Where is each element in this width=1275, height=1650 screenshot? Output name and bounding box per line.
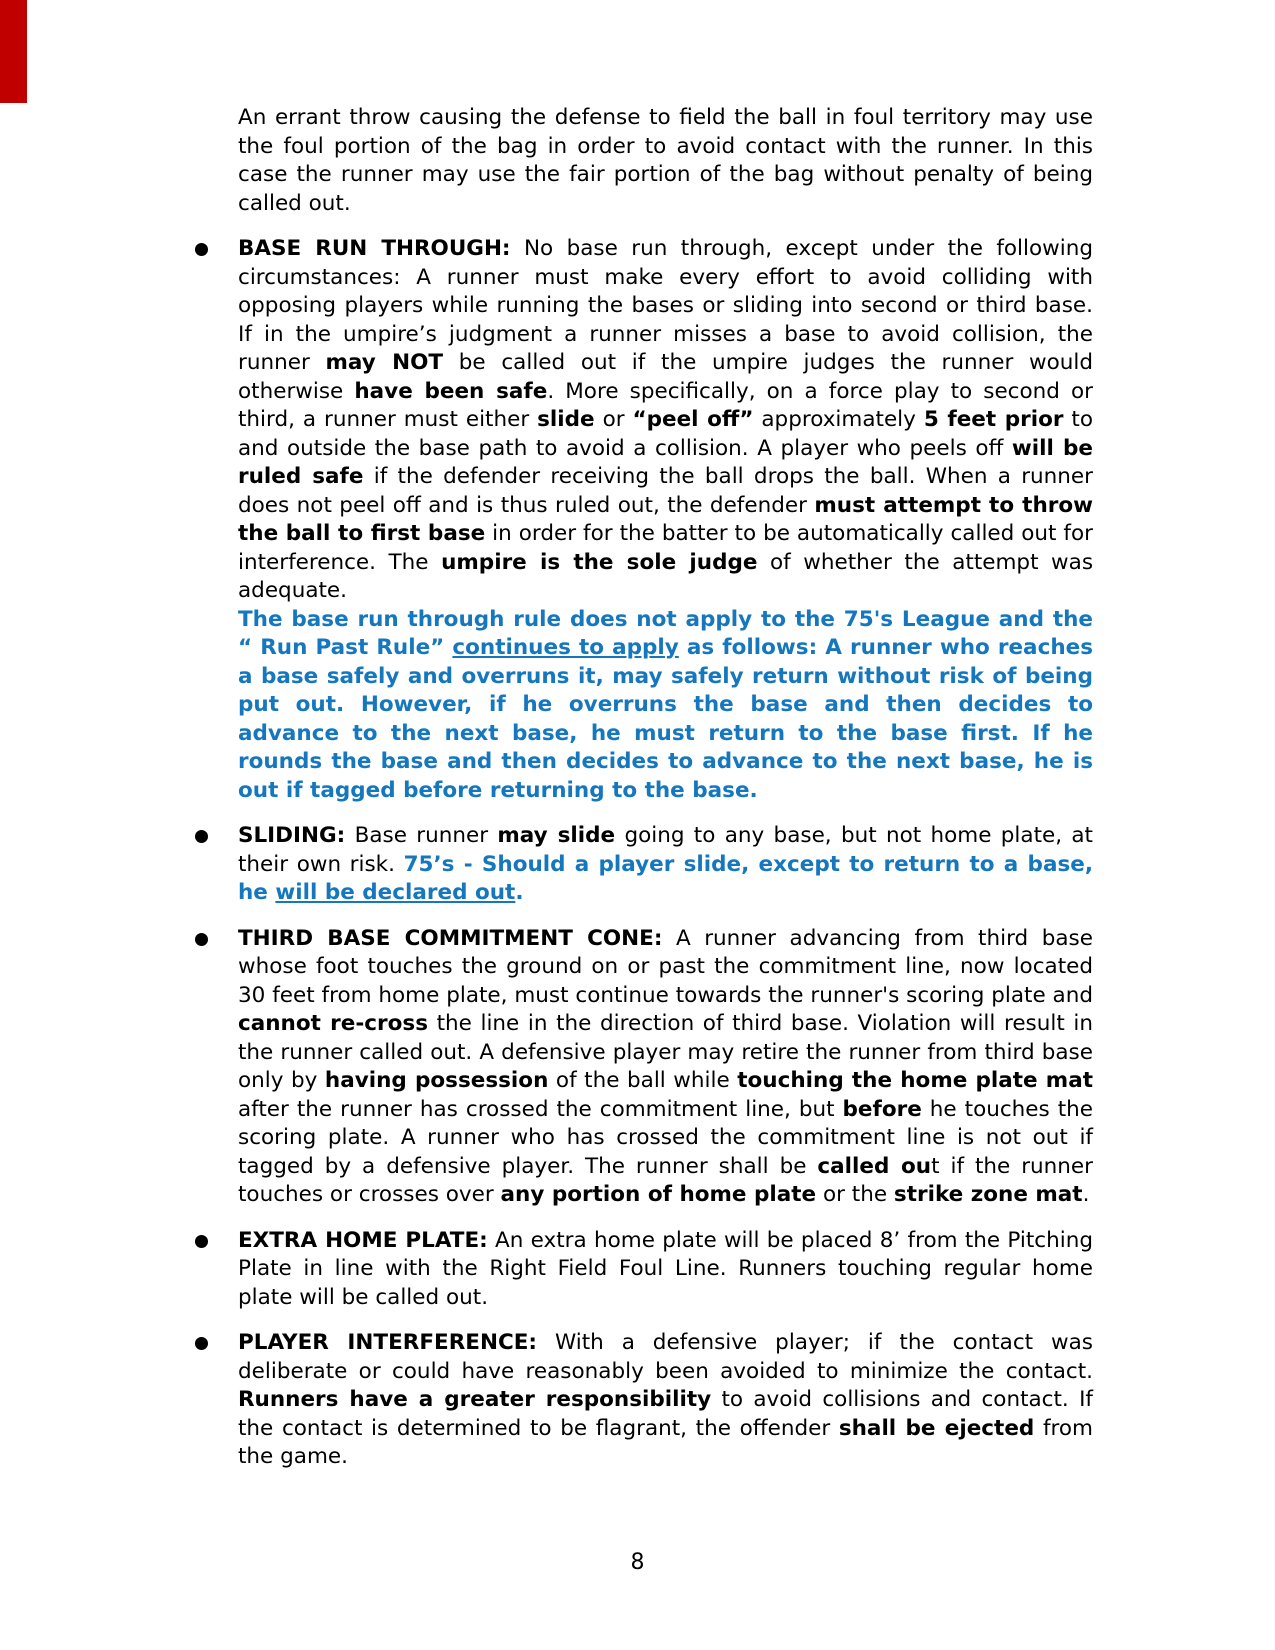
bullet-icon [195,243,208,256]
text-run: of whether the attempt was adequate. [238,549,1094,603]
bullet-icon [195,1337,208,1350]
text-run: to avoid collisions and contact. If the contact is determined to be flagrant, the offender [238,1387,1093,1441]
rule-paragraph [238,1329,1093,1472]
rule-item-extra-home-plate [238,1227,1093,1313]
text-run: in order for the batter to be automatically called out for interference. The [238,521,1093,575]
rules-list [238,235,1093,1472]
text-run: 5 feet prior [923,407,1064,432]
text-run: going to any base, but not home plate, at their own risk. [238,823,1093,877]
text-run: continues to apply [452,635,679,660]
text-run: . [1082,1182,1090,1207]
text-run: “peel off” [632,407,754,432]
text-run: may slide [497,823,616,848]
text-run: the line in the direction of third base. Violation will result in the runner called out. A defensive player may retire the runner from third base only by [238,1011,1093,1093]
rule-paragraph [238,606,1093,806]
intro-paragraph [238,104,1093,218]
text-run: PLAYER INTERFERENCE: [238,1330,538,1355]
document-body [238,104,1093,1489]
text-run: An errant throw causing the defense to field the ball in foul territory may use the foul portion of the bag in order to avoid contact with the runner. In this case the runner may use the fair portion of the bag without penalty of being called out. [238,105,1093,216]
page-number: 8 [630,1550,645,1575]
text-run: must attempt to throw the ball to first base [238,492,1094,546]
text-run: as follows: A runner who reaches a base safely and overruns it, may safely return without risk of being put out. However, if he overruns the base and then decides to advance to the next base, he must return to the base first. If he rounds the base and then decides to advance to the next base, he is out if tagged before returning to the base. [238,635,1094,803]
text-run: EXTRA HOME PLATE: [238,1227,488,1253]
rule-paragraph [238,925,1093,1210]
text-run: Runners have a greater responsibility [238,1387,712,1412]
text-run: if the defender receiving the ball drops the ball. When a runner does not peel off and is thus ruled out, the defender [238,464,1093,518]
text-run: from the game. [238,1415,1094,1469]
text-run: THIRD BASE COMMITMENT CONE: [238,925,663,951]
text-run: BASE RUN THROUGH: [238,236,511,261]
text-run: umpire is the sole judge [441,549,758,575]
text-run: cannot re-cross [238,1011,428,1036]
text-run: will be ruled safe [238,435,1093,489]
text-run: of the ball while [548,1068,738,1093]
text-run: have been safe [354,378,548,404]
text-run: An extra home plate will be placed 8’ from the Pitching Plate in line with the Right Field Foul Line. Runners touching regular home plate will be called out. [238,1227,1093,1310]
text-run: shall be ejected [838,1415,1035,1441]
bullet-icon [195,933,208,946]
text-run: any portion of home plate [500,1182,817,1207]
text-run: . More specifically, on a force play to second or third, a runner must either [238,378,1093,432]
text-run: or the [816,1182,894,1207]
rule-paragraph [238,235,1093,606]
rule-item-base-run-through [238,235,1093,805]
text-run: or [594,407,633,432]
text-run: t if the runner touches or crosses over [238,1153,1093,1207]
text-run: approximately [753,407,924,432]
text-run: he touches the scoring plate. A runner who has crossed the commitment line is not out if tagged by a defensive player. The runner shall be [238,1096,1093,1179]
text-run: having possession [324,1068,549,1093]
text-run: be called out if the umpire judges the runner would otherwise [238,350,1093,404]
text-run: may NOT [325,350,444,375]
text-run: Base runner [345,823,498,848]
text-run: . [515,880,524,905]
text-run: will be declared out [275,880,516,905]
page-footer [0,1549,1275,1577]
bullet-icon [195,1235,208,1248]
text-run: strike zone mat [893,1182,1083,1207]
text-run: The base run through rule does not apply to the 75's League and the “ Run Past Rule” [238,606,1093,660]
text-run: slide [537,407,595,432]
bullet-icon [195,830,208,843]
rule-item-third-base-commitment-cone [238,925,1093,1210]
text-run: A runner advancing from third base whose foot touches the ground on or past the commitment line, now located 30 feet from home plate, must continue towards the runner's scoring plate and [238,925,1093,1008]
text-run: touching the home plate mat [737,1068,1093,1093]
text-run: No base run through, except under the following circumstances: A runner must make every effort to avoid colliding with opposing players while running the bases or sliding into second or third base. If in the umpire’s judgment a runner misses a base to avoid collision, the runner [238,236,1093,375]
text-run: With a defensive player; if the contact was deliberate or could have reasonably been avoided to minimize the contact. [238,1330,1093,1384]
rule-item-sliding [238,822,1093,908]
red-corner-mark [0,0,27,103]
text-run: called ou [817,1153,932,1179]
text-run: SLIDING: [238,823,346,848]
rule-paragraph [238,1227,1093,1313]
text-run: before [842,1096,922,1122]
text-run: 75’s - Should a player slide, except to return to a base, he [238,851,1093,905]
rule-item-player-interference [238,1329,1093,1472]
text-run: after the runner has crossed the commitment line, but [238,1096,843,1122]
rule-paragraph [238,822,1093,908]
text-run: to and outside the base path to avoid a collision. A player who peels off [238,407,1093,461]
